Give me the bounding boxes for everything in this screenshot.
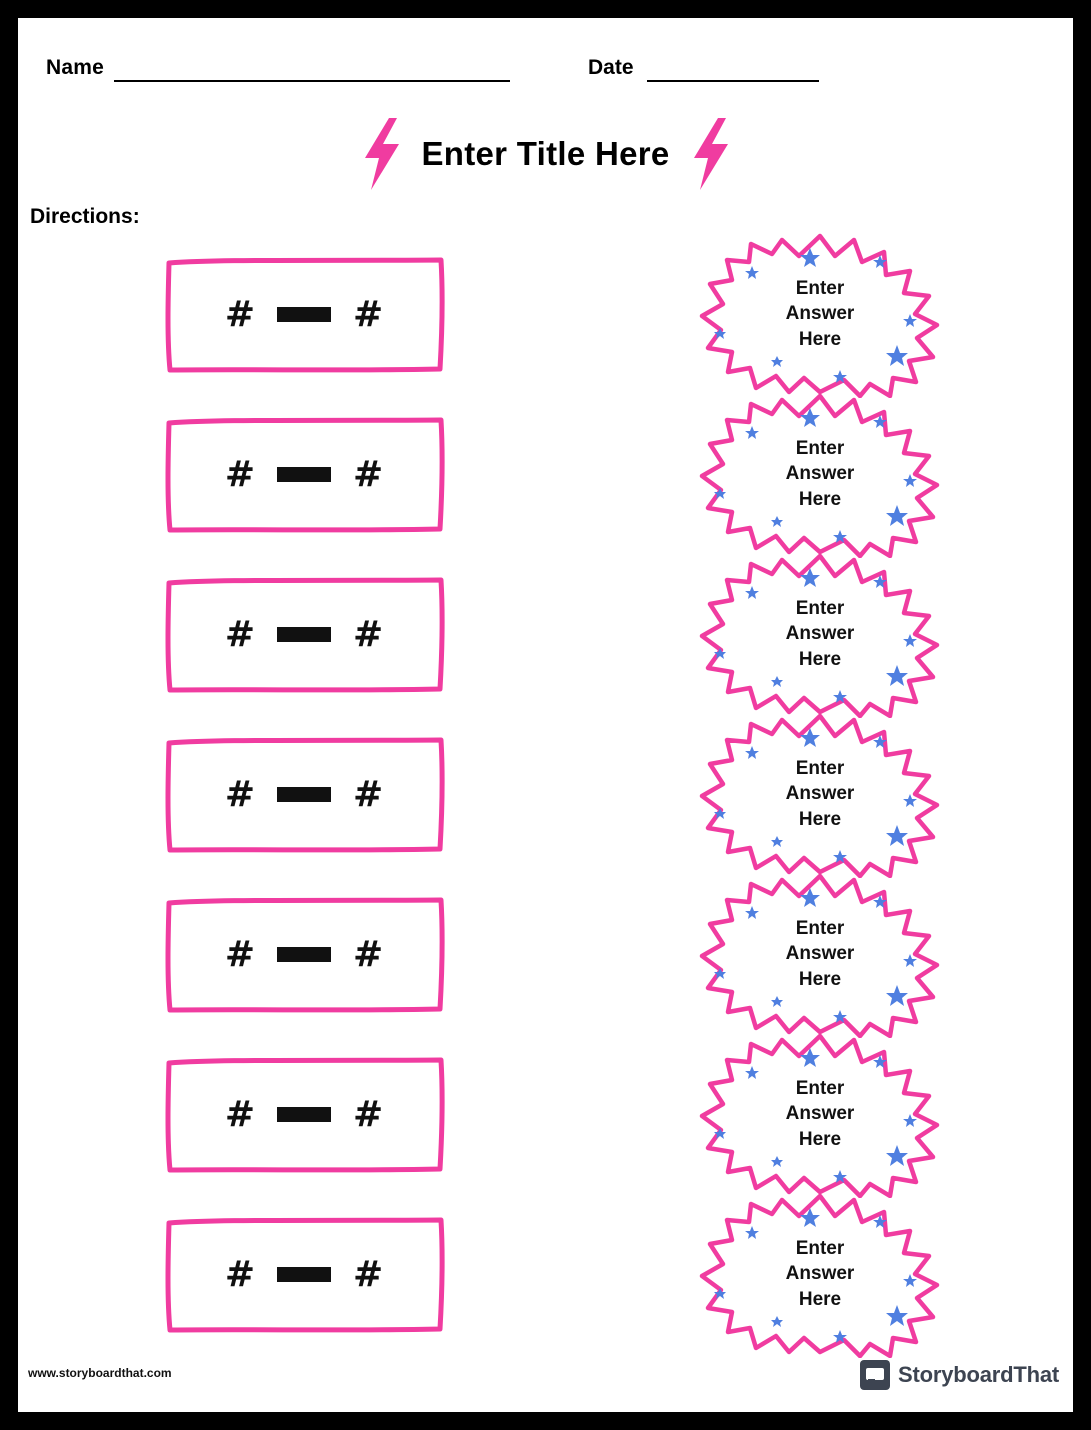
problems-column	[158, 248, 458, 1368]
operand-left: #	[224, 773, 255, 815]
minus-operator-icon	[277, 1107, 331, 1122]
answer-line-2: Answer	[785, 1263, 855, 1285]
problem-box[interactable]	[168, 740, 440, 848]
answer-line-2: Answer	[785, 1103, 855, 1125]
answers-column	[694, 230, 954, 1350]
problem-row	[158, 1048, 448, 1208]
answer-line-2: Answer	[785, 623, 855, 645]
operand-right: #	[353, 1093, 384, 1135]
answer-line-2: Answer	[785, 303, 855, 325]
lightning-bolt-right-icon	[688, 118, 732, 190]
answer-line-3: Here	[798, 808, 842, 830]
operand-right: #	[353, 293, 384, 335]
page-title[interactable]: Enter Title Here	[421, 135, 670, 172]
operand-left: #	[224, 293, 255, 335]
problem-row	[158, 1208, 448, 1368]
worksheet-page	[18, 18, 1073, 1412]
problem-row	[158, 568, 448, 728]
starburst-icon	[694, 230, 946, 398]
speech-bubble-icon	[860, 1360, 890, 1390]
answer-burst[interactable]	[694, 710, 946, 870]
header	[18, 56, 1073, 92]
operand-right: #	[353, 933, 384, 975]
problem-box[interactable]	[168, 420, 440, 528]
operand-right: #	[353, 773, 384, 815]
answer-line-3: Here	[798, 328, 842, 350]
minus-operator-icon	[277, 467, 331, 482]
problem-box[interactable]	[168, 260, 440, 368]
starburst-icon	[694, 870, 946, 1038]
operand-right: #	[353, 1253, 384, 1295]
date-label: Date	[588, 56, 634, 79]
minus-operator-icon	[277, 947, 331, 962]
answer-line-3: Here	[798, 488, 842, 510]
starburst-icon	[694, 390, 946, 558]
brand-logo	[860, 1360, 1059, 1390]
problem-box[interactable]	[168, 1060, 440, 1168]
answer-line-1: Enter	[795, 597, 845, 619]
problem-row	[158, 888, 448, 1048]
operand-left: #	[224, 1253, 255, 1295]
answer-line-1: Enter	[795, 917, 845, 939]
directions-label: Directions:	[30, 205, 140, 228]
footer-url[interactable]: www.storyboardthat.com	[28, 1366, 172, 1380]
starburst-icon	[694, 550, 946, 718]
operand-left: #	[224, 1093, 255, 1135]
answer-line-1: Enter	[795, 277, 845, 299]
problem-row	[158, 248, 448, 408]
starburst-icon	[694, 1190, 946, 1358]
answer-line-3: Here	[798, 1288, 842, 1310]
answer-burst[interactable]	[694, 230, 946, 390]
problem-row	[158, 408, 448, 568]
problem-box[interactable]	[168, 1220, 440, 1328]
operand-left: #	[224, 613, 255, 655]
answer-burst[interactable]	[694, 870, 946, 1030]
answer-burst[interactable]	[694, 550, 946, 710]
minus-operator-icon	[277, 1267, 331, 1282]
lightning-bolt-left-icon	[359, 118, 403, 190]
answer-line-3: Here	[798, 1128, 842, 1150]
answer-burst[interactable]	[694, 1190, 946, 1350]
answer-burst[interactable]	[694, 390, 946, 550]
name-label: Name	[46, 56, 104, 79]
minus-operator-icon	[277, 627, 331, 642]
operand-left: #	[224, 453, 255, 495]
answer-line-2: Answer	[785, 943, 855, 965]
problem-box[interactable]	[168, 580, 440, 688]
problem-row	[158, 728, 448, 888]
answer-line-3: Here	[798, 648, 842, 670]
starburst-icon	[694, 710, 946, 878]
problem-box[interactable]	[168, 900, 440, 1008]
operand-left: #	[224, 933, 255, 975]
brand-name: StoryboardThat	[898, 1362, 1059, 1387]
answer-line-1: Enter	[795, 1077, 845, 1099]
answer-line-1: Enter	[795, 1237, 845, 1259]
title-block	[18, 114, 1073, 194]
minus-operator-icon	[277, 787, 331, 802]
date-write-line[interactable]	[647, 80, 819, 82]
answer-burst[interactable]	[694, 1030, 946, 1190]
answer-line-2: Answer	[785, 463, 855, 485]
starburst-icon	[694, 1030, 946, 1198]
name-write-line[interactable]	[114, 80, 510, 82]
operand-right: #	[353, 613, 384, 655]
answer-line-3: Here	[798, 968, 842, 990]
answer-line-2: Answer	[785, 783, 855, 805]
answer-line-1: Enter	[795, 757, 845, 779]
answer-line-1: Enter	[795, 437, 845, 459]
operand-right: #	[353, 453, 384, 495]
minus-operator-icon	[277, 307, 331, 322]
